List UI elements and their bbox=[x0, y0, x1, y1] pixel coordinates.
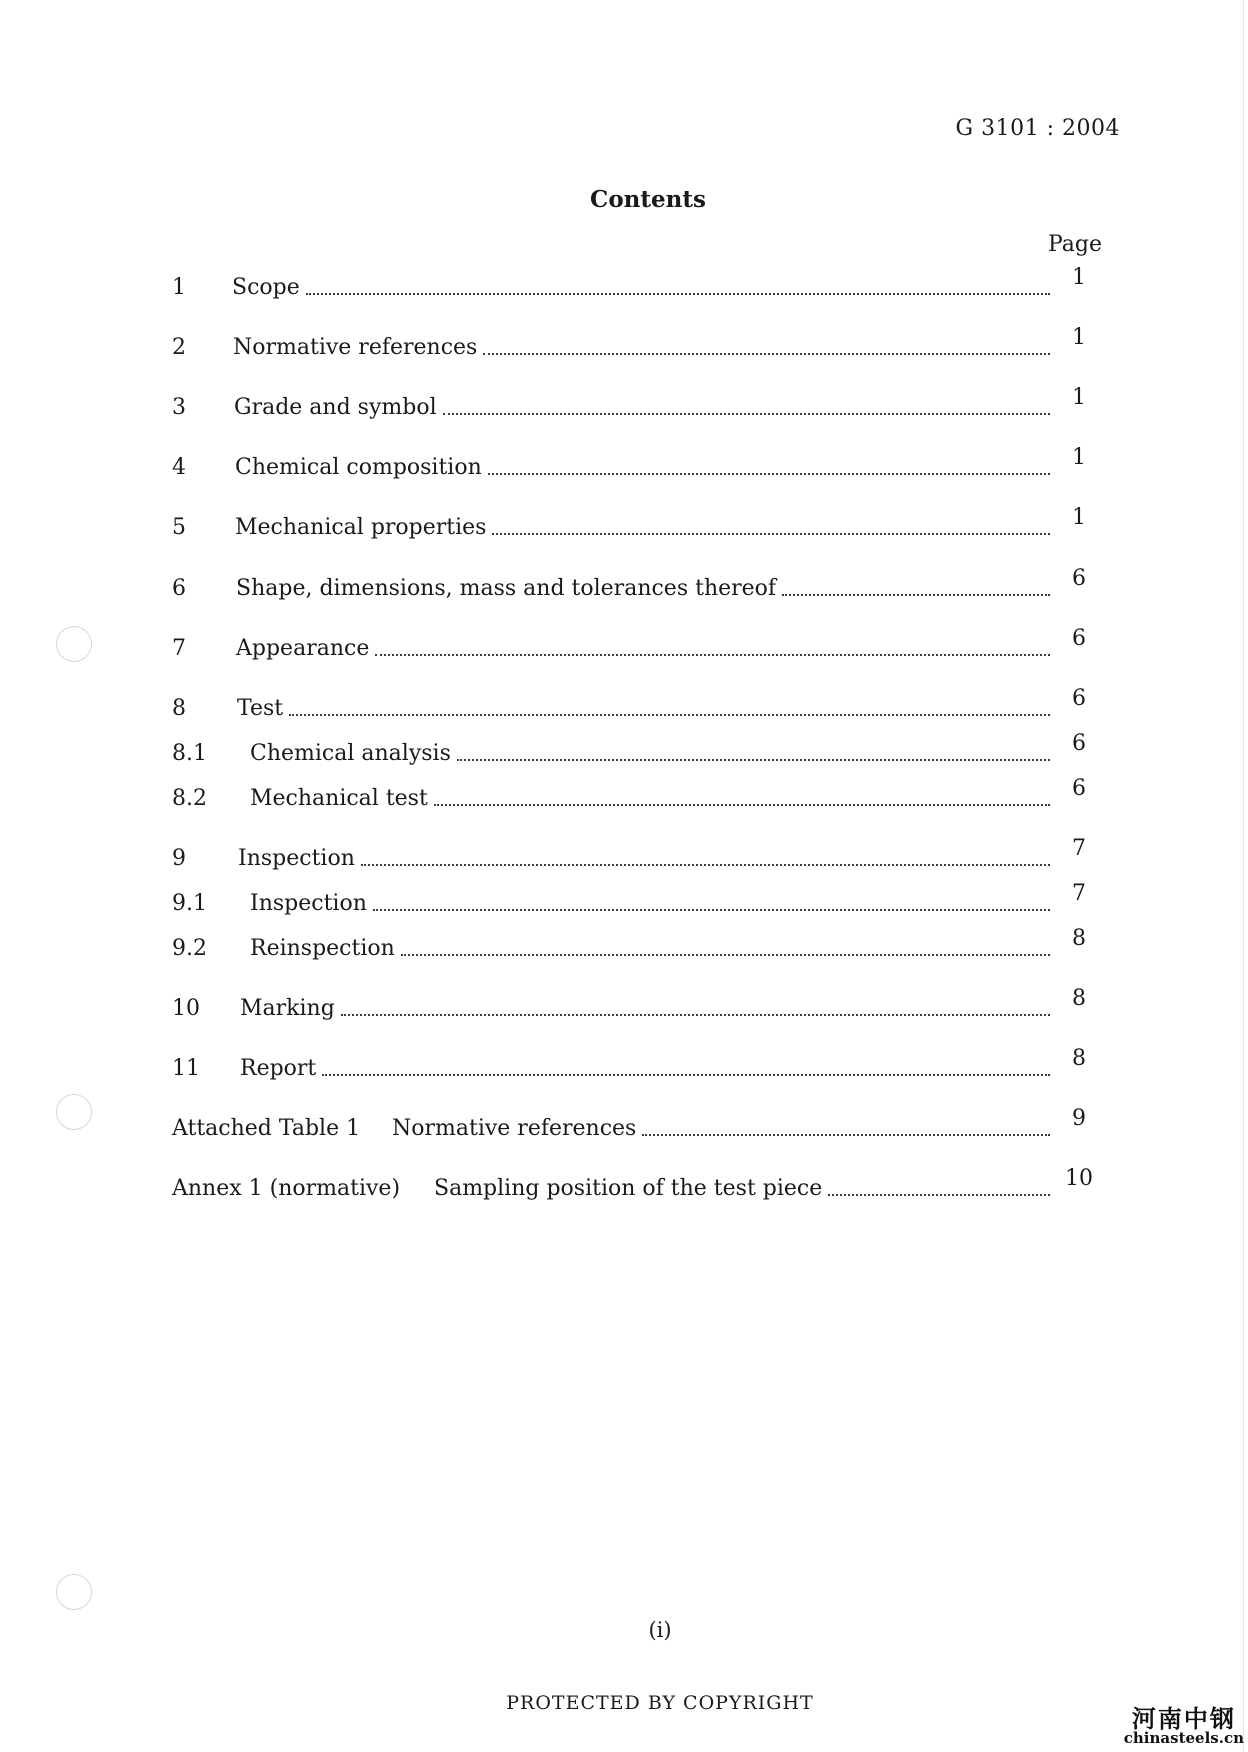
toc-entry[interactable] bbox=[172, 881, 1102, 918]
leader-dots bbox=[457, 759, 1050, 761]
leader-dots bbox=[322, 1074, 1050, 1076]
toc-entry-number: 2 bbox=[172, 335, 186, 360]
toc-entry-label: Sampling position of the test piece bbox=[434, 1176, 823, 1201]
toc-entry-page: 6 bbox=[1072, 566, 1086, 591]
toc-entry-page: 1 bbox=[1072, 445, 1086, 470]
toc-entry-label: Normative references bbox=[392, 1116, 637, 1141]
leader-dots bbox=[488, 473, 1050, 475]
toc-entry-number: Attached Table 1 bbox=[172, 1116, 361, 1141]
watermark-url-text: chinasteels.cn bbox=[1123, 1729, 1244, 1747]
toc-entry-label: Shape, dimensions, mass and tolerances thereof bbox=[236, 576, 777, 601]
toc-entry-label: Reinspection bbox=[250, 936, 395, 961]
toc-entry[interactable] bbox=[172, 731, 1102, 768]
toc-entry-page: 8 bbox=[1072, 986, 1086, 1011]
copyright-notice: PROTECTED BY COPYRIGHT bbox=[506, 1692, 814, 1714]
page-edge bbox=[1243, 0, 1244, 1752]
toc-entry[interactable] bbox=[172, 385, 1102, 422]
toc-entry[interactable] bbox=[172, 686, 1102, 723]
leader-dots bbox=[373, 909, 1050, 911]
toc-entry-label: Chemical analysis bbox=[250, 741, 451, 766]
toc-entry-page: 7 bbox=[1072, 881, 1086, 906]
toc-entry[interactable] bbox=[172, 566, 1102, 603]
toc-entry-page: 6 bbox=[1072, 686, 1086, 711]
toc-entry[interactable] bbox=[172, 776, 1102, 813]
toc-entry-number: 9.1 bbox=[172, 891, 207, 916]
toc-entry-number: 9.2 bbox=[172, 936, 207, 961]
toc-entry-page: 6 bbox=[1072, 731, 1086, 756]
leader-dots bbox=[289, 714, 1050, 716]
toc-entry-label: Grade and symbol bbox=[234, 395, 437, 420]
page-title: Contents bbox=[590, 186, 706, 213]
leader-dots bbox=[306, 293, 1050, 295]
punch-hole bbox=[56, 1094, 92, 1130]
document-id: G 3101 : 2004 bbox=[955, 116, 1120, 141]
toc-entry-number: 8.1 bbox=[172, 741, 207, 766]
toc-entry-number: 3 bbox=[172, 395, 186, 420]
punch-hole bbox=[56, 1574, 92, 1610]
leader-dots bbox=[375, 654, 1050, 656]
toc-entry-page: 1 bbox=[1072, 325, 1086, 350]
leader-dots bbox=[782, 594, 1050, 596]
toc-entry-number: 10 bbox=[172, 996, 200, 1021]
toc-entry-label: Test bbox=[237, 696, 284, 721]
leader-dots bbox=[443, 413, 1050, 415]
toc-entry-label: Mechanical properties bbox=[235, 515, 487, 540]
toc-entry-page: 8 bbox=[1072, 1046, 1086, 1071]
toc-entry[interactable] bbox=[172, 325, 1102, 362]
leader-dots bbox=[642, 1134, 1050, 1136]
toc-entry-label: Inspection bbox=[250, 891, 367, 916]
punch-hole bbox=[56, 626, 92, 662]
page-folio: (i) bbox=[648, 1618, 672, 1642]
toc-entry-label: Normative references bbox=[233, 335, 478, 360]
toc-entry-page: 1 bbox=[1072, 265, 1086, 290]
leader-dots bbox=[401, 954, 1050, 956]
leader-dots bbox=[434, 804, 1050, 806]
toc-entry-number: 8 bbox=[172, 696, 186, 721]
toc-entry[interactable] bbox=[172, 265, 1102, 302]
toc-entry-number: 4 bbox=[172, 455, 186, 480]
leader-dots bbox=[828, 1194, 1050, 1196]
toc-entry-number: 1 bbox=[172, 275, 186, 300]
leader-dots bbox=[492, 533, 1050, 535]
toc-entry-page: 6 bbox=[1072, 776, 1086, 801]
toc-entry[interactable] bbox=[172, 626, 1102, 663]
toc-entry[interactable] bbox=[172, 505, 1102, 542]
toc-entry[interactable] bbox=[172, 836, 1102, 873]
toc-entry-number: 8.2 bbox=[172, 786, 207, 811]
toc-entry-page: 1 bbox=[1072, 505, 1086, 530]
toc-entry-number: 7 bbox=[172, 636, 186, 661]
toc-entry[interactable] bbox=[172, 1106, 1102, 1143]
toc-entry-number: Annex 1 (normative) bbox=[172, 1176, 401, 1201]
leader-dots bbox=[341, 1014, 1050, 1016]
toc-entry-page: 9 bbox=[1072, 1106, 1086, 1131]
site-watermark-logo bbox=[1124, 1707, 1244, 1746]
toc-entry-label: Mechanical test bbox=[250, 786, 428, 811]
toc-entry-label: Appearance bbox=[236, 636, 370, 661]
leader-dots bbox=[361, 864, 1050, 866]
toc-entry-page: 1 bbox=[1072, 385, 1086, 410]
toc-entry[interactable] bbox=[172, 1046, 1102, 1083]
toc-entry-page: 6 bbox=[1072, 626, 1086, 651]
toc-entry-page: 8 bbox=[1072, 926, 1086, 951]
leader-dots bbox=[483, 353, 1050, 355]
toc-entry-number: 11 bbox=[172, 1056, 200, 1081]
toc-entry[interactable] bbox=[172, 926, 1102, 963]
toc-entry-label: Scope bbox=[232, 275, 300, 300]
toc-entry-number: 5 bbox=[172, 515, 186, 540]
toc-entry-label: Inspection bbox=[238, 846, 355, 871]
toc-entry-label: Report bbox=[240, 1056, 317, 1081]
toc-entry-label: Chemical composition bbox=[235, 455, 482, 480]
toc-entry-number: 6 bbox=[172, 576, 186, 601]
toc-entry-number: 9 bbox=[172, 846, 186, 871]
watermark-chinese-text: 河南中钢 bbox=[1131, 1705, 1236, 1733]
toc-entry[interactable] bbox=[172, 1166, 1102, 1203]
toc-entry-page: 7 bbox=[1072, 836, 1086, 861]
toc-entry[interactable] bbox=[172, 445, 1102, 482]
toc-entry-page: 10 bbox=[1065, 1166, 1093, 1191]
toc-entry-label: Marking bbox=[240, 996, 335, 1021]
page-column-heading: Page bbox=[1047, 232, 1102, 257]
toc-entry[interactable] bbox=[172, 986, 1102, 1023]
